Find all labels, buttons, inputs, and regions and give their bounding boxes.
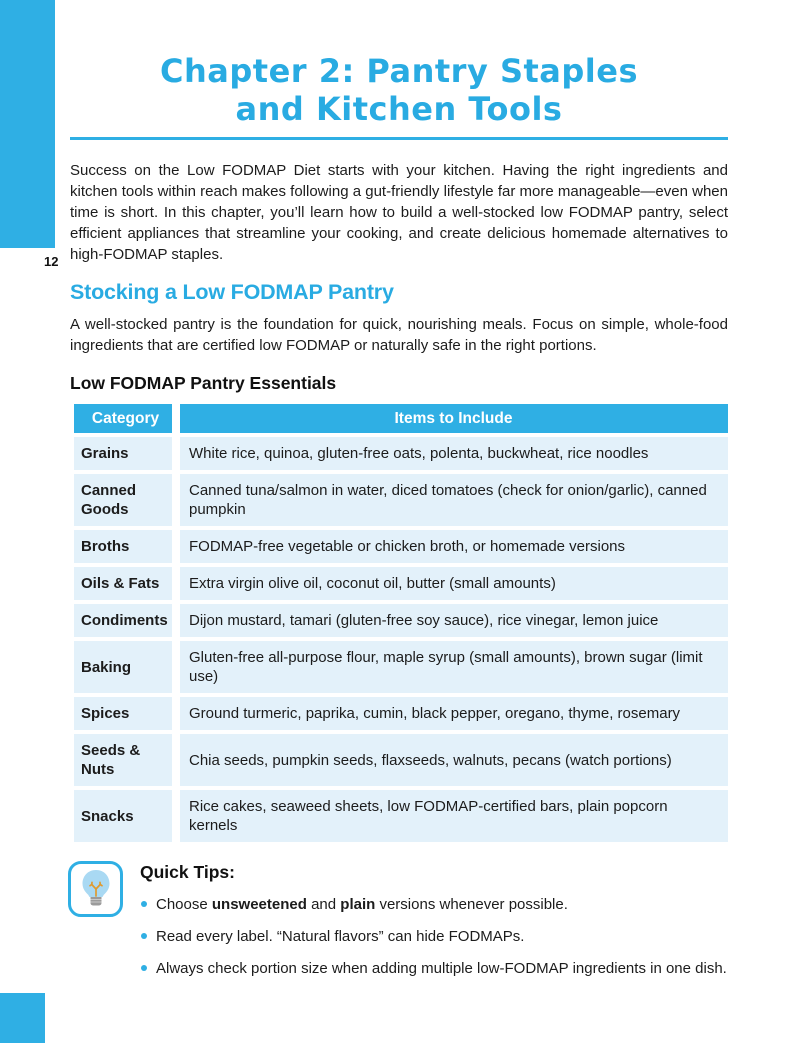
- quick-tips-body: [140, 861, 728, 990]
- intro-paragraph: Success on the Low FODMAP Diet starts with your kitchen. Having the right ingredients and kitchen tools within reach makes following a gut-friendly lifestyle far more manageable—even when time is short. In this chapter, you’ll learn how to build a well-stocked low FODMAP pantry, select efficient appliances that streamline your cooking, and create delicious homemade alternatives to high-FODMAP staples.: [70, 162, 728, 263]
- tip-text-bold: plain: [340, 896, 376, 913]
- table-row: [74, 697, 728, 730]
- category-cell: Broths: [74, 530, 172, 563]
- lightbulb-icon: [68, 861, 123, 917]
- tip-text: Always check portion size when adding multiple low-FODMAP ingredients in one dish.: [156, 960, 727, 977]
- table-row: [74, 437, 728, 470]
- tip-text: and: [306, 896, 341, 913]
- bullet-dot-icon: [141, 933, 147, 939]
- quick-tips-heading: Quick Tips:: [140, 862, 235, 882]
- table-row: [74, 567, 728, 600]
- items-cell: Dijon mustard, tamari (gluten-free soy sauce), rice vinegar, lemon juice: [180, 604, 728, 637]
- table-row: [74, 604, 728, 637]
- table-row: [74, 790, 728, 842]
- table-title: Low FODMAP Pantry Essentials: [70, 373, 337, 393]
- bullet-dot-icon: [141, 965, 147, 971]
- page-number: 12: [44, 254, 59, 269]
- items-cell: Rice cakes, seaweed sheets, low FODMAP-certified bars, plain popcorn kernels: [180, 790, 728, 842]
- chapter-title: [70, 52, 728, 128]
- items-cell: Chia seeds, pumpkin seeds, flaxseeds, walnuts, pecans (watch portions): [180, 734, 728, 786]
- title-underline: [70, 137, 728, 140]
- tip-item: [140, 894, 728, 915]
- pantry-table-body: [74, 437, 728, 842]
- items-cell: White rice, quinoa, gluten-free oats, polenta, buckwheat, rice noodles: [180, 437, 728, 470]
- category-cell: Snacks: [74, 790, 172, 842]
- page-content: [70, 0, 728, 990]
- pantry-table: [74, 404, 728, 842]
- header-cell-category: Category: [74, 404, 172, 433]
- header-cell-items: Items to Include: [180, 404, 728, 433]
- tip-text-bold: unsweetened: [211, 896, 307, 913]
- category-cell: Spices: [74, 697, 172, 730]
- category-cell: Oils & Fats: [74, 567, 172, 600]
- tip-item: [140, 926, 728, 947]
- table-header-row: [74, 404, 728, 433]
- items-cell: Canned tuna/salmon in water, diced tomatoes (check for onion/garlic), canned pumpkin: [180, 474, 728, 526]
- category-cell: Baking: [74, 641, 172, 693]
- tip-text: Read every label. “Natural flavors” can hide FODMAPs.: [156, 928, 525, 945]
- quick-tips-callout: [70, 861, 728, 990]
- items-cell: Extra virgin olive oil, coconut oil, butter (small amounts): [180, 567, 728, 600]
- table-row: [74, 734, 728, 786]
- section-heading: Stocking a Low FODMAP Pantry: [70, 280, 394, 304]
- category-cell: Condiments: [74, 604, 172, 637]
- left-accent-bar: [0, 0, 55, 248]
- tips-list: [140, 894, 728, 979]
- items-cell: Gluten-free all-purpose flour, maple syrup (small amounts), brown sugar (limit use): [180, 641, 728, 693]
- chapter-title-line1: Chapter 2: Pantry Staples: [160, 52, 638, 90]
- items-cell: Ground turmeric, paprika, cumin, black pepper, oregano, thyme, rosemary: [180, 697, 728, 730]
- category-cell: Canned Goods: [74, 474, 172, 526]
- table-row: [74, 641, 728, 693]
- items-cell: FODMAP-free vegetable or chicken broth, or homemade versions: [180, 530, 728, 563]
- tip-text: Choose: [156, 896, 212, 913]
- table-row: [74, 530, 728, 563]
- section-paragraph: A well-stocked pantry is the foundation for quick, nourishing meals. Focus on simple, whole-food ingredients that are certified low FODMAP or naturally safe in the right portions.: [70, 316, 728, 354]
- lightbulb-icon-glyph: [76, 868, 116, 910]
- table-row: [74, 474, 728, 526]
- bottom-left-accent-bar: [0, 993, 45, 1043]
- tip-text: versions whenever possible.: [375, 896, 568, 913]
- chapter-title-line2: and Kitchen Tools: [235, 90, 563, 128]
- tip-item: [140, 958, 728, 979]
- category-cell: Seeds & Nuts: [74, 734, 172, 786]
- bullet-dot-icon: [141, 901, 147, 907]
- category-cell: Grains: [74, 437, 172, 470]
